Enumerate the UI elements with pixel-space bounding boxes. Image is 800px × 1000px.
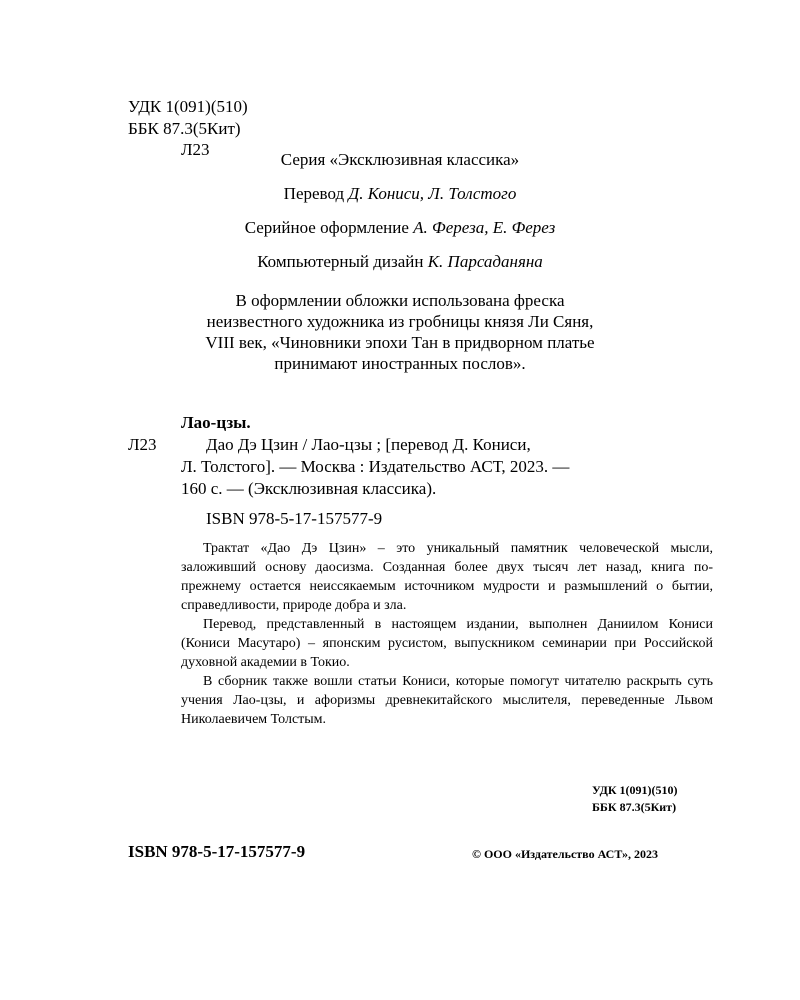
author-mark: Л23	[181, 140, 210, 159]
annotation	[181, 539, 713, 729]
cover-note-line: VIII век, «Чиновники эпохи Тан в придворном платье	[205, 333, 595, 352]
computer-design-label: Компьютерный дизайн	[257, 252, 428, 271]
annotation-paragraph: Перевод, представленный в настоящем издании, выполнен Даниилом Кониси (Кониси Масутаро) – японским русистом, выпускником семинарии при Российской духовной академии в Токио.	[181, 617, 713, 670]
copyright: © ООО «Издательство АСТ», 2023	[472, 847, 659, 861]
translation-names: Д. Кониси, Л. Толстого	[348, 184, 517, 203]
computer-design-names: К. Парсаданяна	[427, 252, 543, 271]
series-design-label: Серийное оформление	[244, 218, 414, 237]
translation-label: Перевод	[283, 184, 349, 203]
cover-note-line: неизвестного художника из гробницы князя Ли Сяня,	[206, 312, 594, 331]
computer-design-credit	[0, 252, 800, 272]
bibliographic-line: Дао Дэ Цзин / Лао-цзы ; [перевод Д. Кониси,	[206, 435, 531, 454]
translation-credit	[0, 184, 800, 204]
footer-isbn: ISBN 978-5-17-157577-9	[128, 842, 306, 861]
annotation-bbk: ББК 87.3(5Кит)	[592, 800, 677, 814]
author-heading: Лао-цзы.	[181, 413, 251, 432]
bibliographic-line: Л. Толстого]. — Москва : Издательство АСТ, 2023. —	[181, 457, 570, 476]
bibliographic-isbn: ISBN 978-5-17-157577-9	[206, 509, 383, 528]
bibliographic-mark: Л23	[128, 435, 157, 454]
bbk-code: ББК 87.3(5Кит)	[128, 119, 241, 138]
annotation-udk: УДК 1(091)(510)	[592, 783, 678, 797]
bibliographic-line: 160 с. — (Эксклюзивная классика).	[181, 479, 437, 498]
cover-note-line: принимают иностранных послов».	[274, 354, 526, 373]
cover-note-line: В оформлении обложки использована фреска	[235, 291, 565, 310]
series-design-credit	[0, 218, 800, 238]
series-design-names: А. Фереза, Е. Ферез	[413, 218, 556, 237]
series-line: Серия «Эксклюзивная классика»	[280, 150, 520, 169]
annotation-paragraph: Трактат «Дао Дэ Цзин» – это уникальный памятник человеческой мысли, заложивший основу даосизма. Созданная более двух тысяч лет назад, книга по-прежнему остается неиссякаемым источником мудрости и размышлений о бытии, справедливости, природе добра и зла.	[181, 541, 713, 613]
annotation-paragraph: В сборник также вошли статьи Кониси, которые помогут читателю раскрыть суть учения Лао-цзы, и афоризмы древнекитайского мыслителя, переведенные Львом Николаевичем Толстым.	[181, 674, 713, 727]
udk-code: УДК 1(091)(510)	[128, 97, 248, 116]
